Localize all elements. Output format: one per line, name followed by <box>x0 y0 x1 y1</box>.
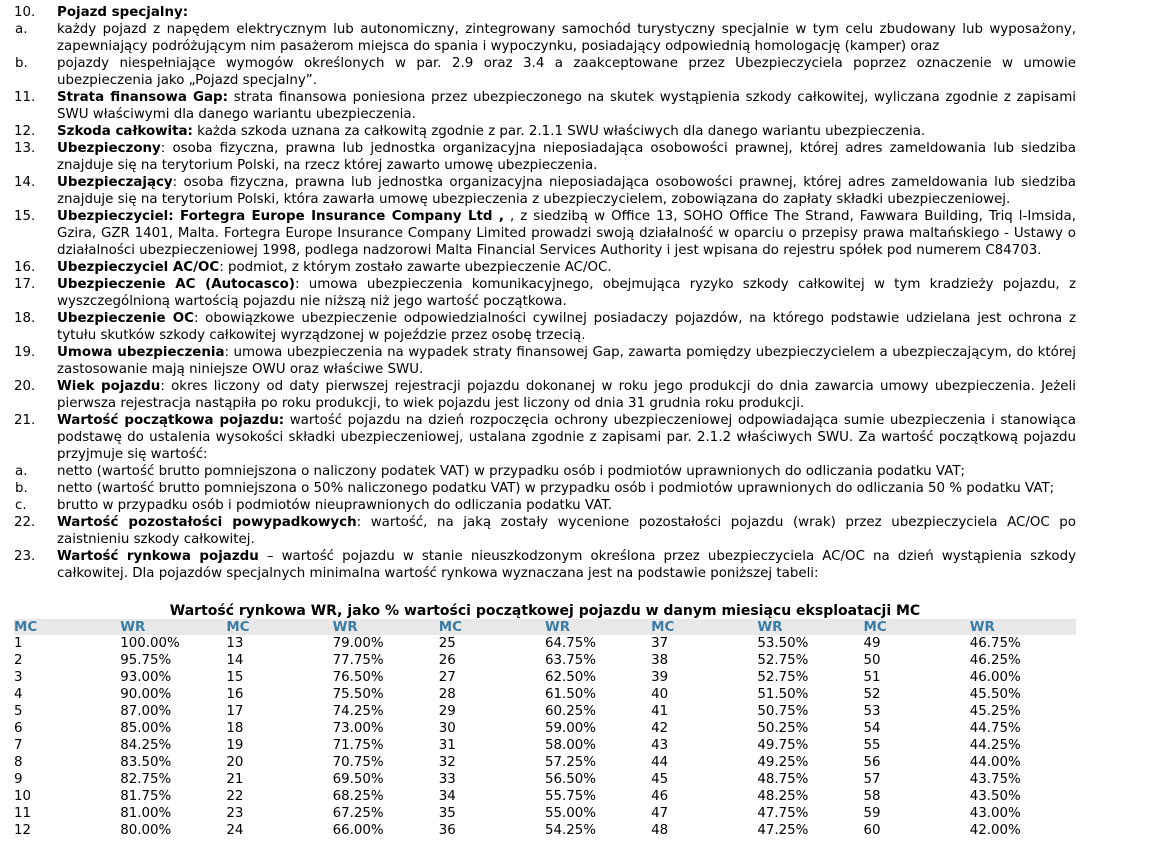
definition-term: Umowa ubezpieczenia <box>57 345 225 360</box>
cell-wr: 47.25% <box>757 823 809 838</box>
definition-number: 22. <box>14 515 36 530</box>
definition-number: 19. <box>14 345 36 360</box>
subitem-text: każdy pojazd z napędem elektrycznym lub autonomiczny, zintegrowany samochód turystyczny specjalnie w tym celu zbudowany lub wyposażony, zapewniający podróżującym nim pasażerom miejsca do spania i wypoczynku, posiadający odpowiednią homologację (kamper) oraz <box>57 22 1076 54</box>
cell-mc: 53 <box>863 704 881 719</box>
definition-text: , z siedzibą w Office 13, SOHO Office The Strand, Fawwara Building, Triq l-Imsida, Gzira, GZR 1401, Malta. Fortegra Europe Insurance Company Limited prowadzi swoją działalność w oparciu o przepisy prawa maltańskiego - Ustawy o działalności ubezpieczeniowej 1998, podlega nadzorowi Malta Financial Services Authority i jest wpisana do rejestru spółek pod numerem C84703. <box>57 209 1076 258</box>
cell-wr: 46.75% <box>969 636 1021 651</box>
cell-wr: 81.00% <box>120 806 172 821</box>
cell-mc: 4 <box>14 687 23 702</box>
cell-wr: 45.25% <box>969 704 1021 719</box>
cell-mc: 32 <box>438 755 456 770</box>
header-mc: MC <box>226 619 332 635</box>
cell-mc: 24 <box>226 823 244 838</box>
cell-mc: 47 <box>651 806 669 821</box>
table-row <box>14 703 1076 720</box>
cell-mc: 34 <box>438 789 456 804</box>
definition-term: Szkoda całkowita: <box>57 124 193 139</box>
cell-mc: 45 <box>651 772 669 787</box>
cell-mc: 11 <box>14 806 32 821</box>
definition-item <box>0 310 1154 344</box>
definition-text: : umowa ubezpieczenia komunikacyjnego, obejmująca ryzyko szkody całkowitej w tym kradzieży pojazdu, z wyszczególnioną wartością pojazdu nie niższą niż jego wartość początkowa. <box>57 277 1076 309</box>
cell-mc: 49 <box>863 636 881 651</box>
cell-mc: 51 <box>863 670 881 685</box>
cell-mc: 18 <box>226 721 244 736</box>
cell-wr: 55.00% <box>544 806 596 821</box>
definition-item <box>0 123 1154 140</box>
definition-term: Wartość początkowa pojazdu: <box>57 413 285 428</box>
table-row <box>14 652 1076 669</box>
cell-wr: 75.50% <box>332 687 384 702</box>
cell-mc: 35 <box>438 806 456 821</box>
cell-wr: 50.75% <box>757 704 809 719</box>
definition-subitem <box>15 21 1076 55</box>
cell-wr: 67.25% <box>332 806 384 821</box>
subitem-label: b. <box>15 481 28 496</box>
cell-wr: 76.50% <box>332 670 384 685</box>
definition-item <box>0 548 1154 582</box>
cell-wr: 50.25% <box>757 721 809 736</box>
cell-wr: 55.75% <box>544 789 596 804</box>
cell-wr: 44.75% <box>969 721 1021 736</box>
table-row <box>14 669 1076 686</box>
cell-mc: 55 <box>863 738 881 753</box>
definition-item <box>0 259 1154 276</box>
cell-mc: 13 <box>226 636 244 651</box>
cell-mc: 43 <box>651 738 669 753</box>
cell-mc: 5 <box>14 704 23 719</box>
subitem-text: brutto w przypadku osób i podmiotów nieuprawnionych do odliczania podatku VAT. <box>57 498 613 513</box>
subitem-label: b. <box>15 56 28 71</box>
definition-number: 10. <box>14 5 36 20</box>
table-header-row <box>14 619 1076 635</box>
cell-wr: 44.00% <box>969 755 1021 770</box>
market-value-table <box>14 619 1076 839</box>
header-wr: WR <box>545 619 651 635</box>
table-row <box>14 686 1076 703</box>
cell-mc: 12 <box>14 823 32 838</box>
cell-mc: 8 <box>14 755 23 770</box>
cell-mc: 9 <box>14 772 23 787</box>
cell-wr: 80.00% <box>120 823 172 838</box>
definition-number: 18. <box>14 311 36 326</box>
cell-mc: 59 <box>863 806 881 821</box>
cell-wr: 49.75% <box>757 738 809 753</box>
cell-wr: 64.75% <box>544 636 596 651</box>
definition-number: 14. <box>14 175 36 190</box>
definition-term: Ubezpieczający <box>57 175 173 190</box>
definition-number: 16. <box>14 260 36 275</box>
definition-number: 11. <box>14 90 36 105</box>
cell-mc: 52 <box>863 687 881 702</box>
cell-wr: 61.50% <box>544 687 596 702</box>
header-mc: MC <box>14 619 120 635</box>
cell-wr: 47.75% <box>757 806 809 821</box>
cell-mc: 40 <box>651 687 669 702</box>
definition-term: Ubezpieczyciel: Fortegra Europe Insurance Company Ltd , <box>57 209 504 224</box>
definition-text: : obowiązkowe ubezpieczenie odpowiedzialności cywilnej posiadaczy pojazdów, na którego podstawie udzielana jest ochrona z tytułu skutków szkody całkowitej wyrządzonej w pojeździe przez osobę trzecią. <box>57 311 1076 343</box>
definition-term: Ubezpieczenie OC <box>57 311 194 326</box>
cell-mc: 26 <box>438 653 456 668</box>
cell-mc: 36 <box>438 823 456 838</box>
cell-wr: 60.25% <box>544 704 596 719</box>
subitem-label: a. <box>15 22 28 37</box>
cell-wr: 62.50% <box>544 670 596 685</box>
cell-mc: 16 <box>226 687 244 702</box>
cell-mc: 25 <box>438 636 456 651</box>
definition-item <box>0 378 1154 412</box>
definition-term: Wartość rynkowa pojazdu <box>57 549 259 564</box>
definition-term: Strata finansowa Gap: <box>57 90 228 105</box>
definition-item <box>0 4 1154 89</box>
cell-wr: 44.25% <box>969 738 1021 753</box>
definition-text: : osoba fizyczna, prawna lub jednostka organizacyjna nieposiadająca osobowości prawnej, której adres zameldowania lub siedziba znajduje się na terytorium Polski, która zawarła umowę ubezpieczenia z ubezpieczycielem, zobowiązana do zapłaty składki ubezpieczeniowej. <box>57 175 1076 207</box>
definition-term: Ubezpieczenie AC (Autocasco) <box>57 277 295 292</box>
cell-mc: 17 <box>226 704 244 719</box>
cell-wr: 63.75% <box>544 653 596 668</box>
cell-mc: 10 <box>14 789 32 804</box>
cell-mc: 7 <box>14 738 23 753</box>
definition-term: Wiek pojazdu <box>57 379 161 394</box>
table-body <box>14 635 1076 839</box>
cell-wr: 93.00% <box>120 670 172 685</box>
header-mc: MC <box>439 619 545 635</box>
cell-mc: 38 <box>651 653 669 668</box>
definition-item <box>0 174 1154 208</box>
definition-number: 13. <box>14 141 36 156</box>
cell-wr: 57.25% <box>544 755 596 770</box>
cell-wr: 87.00% <box>120 704 172 719</box>
cell-wr: 56.50% <box>544 772 596 787</box>
definition-number: 23. <box>14 549 36 564</box>
definition-text: wartość pojazdu na dzień rozpoczęcia ochrony ubezpieczeniowej odpowiadająca sumie ubezpieczenia i stanowiąca podstawę do ustalenia wysokości składki ubezpieczeniowej, ustalana zgodnie z zapisami par. 2.1.2 właściwych SWU. Za wartość początkową pojazdu przyjmuje się wartość: <box>57 413 1076 462</box>
cell-mc: 57 <box>863 772 881 787</box>
cell-mc: 48 <box>651 823 669 838</box>
definition-item <box>0 208 1154 259</box>
cell-mc: 29 <box>438 704 456 719</box>
cell-mc: 2 <box>14 653 23 668</box>
cell-mc: 42 <box>651 721 669 736</box>
cell-mc: 58 <box>863 789 881 804</box>
cell-mc: 19 <box>226 738 244 753</box>
cell-mc: 1 <box>14 636 23 651</box>
cell-mc: 14 <box>226 653 244 668</box>
cell-wr: 51.50% <box>757 687 809 702</box>
cell-mc: 20 <box>226 755 244 770</box>
definition-item <box>0 140 1154 174</box>
definition-text: : umowa ubezpieczenia na wypadek straty finansowej Gap, zawarta pomiędzy ubezpieczycielem a ubezpieczającym, do której zastosowanie mają niniejsze OWU oraz właściwe SWU. <box>57 345 1076 377</box>
cell-mc: 28 <box>438 687 456 702</box>
cell-mc: 15 <box>226 670 244 685</box>
subitem-text: netto (wartość brutto pomniejszona o naliczony podatek VAT) w przypadku osób i podmiotów uprawnionych do odliczania podatku VAT; <box>57 464 966 479</box>
cell-wr: 46.25% <box>969 653 1021 668</box>
cell-wr: 58.00% <box>544 738 596 753</box>
cell-mc: 41 <box>651 704 669 719</box>
cell-wr: 95.75% <box>120 653 172 668</box>
cell-wr: 73.00% <box>332 721 384 736</box>
cell-wr: 59.00% <box>544 721 596 736</box>
cell-wr: 70.75% <box>332 755 384 770</box>
cell-wr: 48.75% <box>757 772 809 787</box>
cell-mc: 3 <box>14 670 23 685</box>
subitem-text: pojazdy niespełniające wymogów określonych w par. 2.9 oraz 3.4 a zaakceptowane przez Ubezpieczyciela poprzez oznaczenie w umowie ubezpieczenia jako „Pojazd specjalny”. <box>57 56 1076 88</box>
cell-wr: 71.75% <box>332 738 384 753</box>
definition-item <box>0 412 1154 514</box>
header-mc: MC <box>864 619 970 635</box>
cell-wr: 54.25% <box>544 823 596 838</box>
definition-text: strata finansowa poniesiona przez ubezpieczonego na skutek wystąpienia szkody całkowitej, wyliczana zgodnie z zapisami SWU właściwymi dla danego wariantu ubezpieczenia. <box>57 90 1076 122</box>
definition-text: : podmiot, z którym zostało zawarte ubezpieczenie AC/OC. <box>219 260 612 275</box>
cell-mc: 56 <box>863 755 881 770</box>
definition-subitem <box>15 480 1076 497</box>
table-row <box>14 822 1076 839</box>
cell-wr: 77.75% <box>332 653 384 668</box>
definition-term: Pojazd specjalny: <box>57 5 189 20</box>
cell-wr: 84.25% <box>120 738 172 753</box>
cell-mc: 39 <box>651 670 669 685</box>
cell-wr: 68.25% <box>332 789 384 804</box>
definition-number: 17. <box>14 277 36 292</box>
cell-mc: 22 <box>226 789 244 804</box>
subitem-label: c. <box>15 498 27 513</box>
definition-text: : wartość, na jaką zostały wycenione pozostałości pojazdu (wrak) przez ubezpieczyciela AC/OC po zaistnieniu szkody całkowitej. <box>57 515 1076 547</box>
table-title: Wartość rynkowa WR, jako % wartości początkowej pojazdu w danym miesiącu eksploatacji MC <box>169 603 921 619</box>
cell-mc: 31 <box>438 738 456 753</box>
header-wr: WR <box>970 619 1076 635</box>
table-row <box>14 754 1076 771</box>
definition-term: Wartość pozostałości powypadkowych <box>57 515 357 530</box>
cell-wr: 79.00% <box>332 636 384 651</box>
table-row <box>14 788 1076 805</box>
cell-mc: 6 <box>14 721 23 736</box>
cell-wr: 53.50% <box>757 636 809 651</box>
cell-wr: 43.50% <box>969 789 1021 804</box>
definition-number: 15. <box>14 209 36 224</box>
cell-wr: 100.00% <box>120 636 180 651</box>
cell-wr: 82.75% <box>120 772 172 787</box>
cell-wr: 52.75% <box>757 653 809 668</box>
cell-wr: 69.50% <box>332 772 384 787</box>
cell-wr: 43.00% <box>969 806 1021 821</box>
definition-number: 21. <box>14 413 36 428</box>
table-row <box>14 805 1076 822</box>
definition-item <box>0 514 1154 548</box>
definition-text: : okres liczony od daty pierwszej rejestracji pojazdu dokonanej w roku jego produkcji do dnia zawarcia umowy ubezpieczenia. Jeżeli pierwsza rejestracja nastąpiła po roku produkcji, to wiek pojazdu jest liczony od dnia 31 grudnia roku produkcji. <box>57 379 1076 411</box>
table-row <box>14 720 1076 737</box>
cell-wr: 90.00% <box>120 687 172 702</box>
cell-wr: 83.50% <box>120 755 172 770</box>
subitem-label: a. <box>15 464 28 479</box>
table-row <box>14 635 1076 652</box>
definition-subitem <box>15 497 1076 514</box>
header-wr: WR <box>120 619 226 635</box>
definition-number: 12. <box>14 124 36 139</box>
cell-mc: 44 <box>651 755 669 770</box>
subitem-text: netto (wartość brutto pomniejszona o 50% naliczonego podatku VAT) w przypadku osób i podmiotów uprawnionych do odliczania 50 % podatku VAT; <box>57 481 1055 496</box>
cell-mc: 33 <box>438 772 456 787</box>
cell-wr: 52.75% <box>757 670 809 685</box>
cell-wr: 66.00% <box>332 823 384 838</box>
definition-term: Ubezpieczyciel AC/OC <box>57 260 220 275</box>
cell-mc: 60 <box>863 823 881 838</box>
cell-wr: 43.75% <box>969 772 1021 787</box>
header-mc: MC <box>651 619 757 635</box>
cell-mc: 27 <box>438 670 456 685</box>
table-row <box>14 737 1076 754</box>
definition-subitem <box>15 463 1076 480</box>
cell-mc: 21 <box>226 772 244 787</box>
table-row <box>14 771 1076 788</box>
cell-wr: 74.25% <box>332 704 384 719</box>
definitions-list <box>0 4 1154 582</box>
cell-wr: 49.25% <box>757 755 809 770</box>
definition-term: Ubezpieczony <box>57 141 161 156</box>
definition-text: – wartość pojazdu w stanie nieuszkodzonym określona przez ubezpieczyciela AC/OC na dzień wystąpienia szkody całkowitej. Dla pojazdów specjalnych minimalna wartość rynkowa wyznaczana jest na podstawie poniższej tabeli: <box>57 549 1076 581</box>
cell-mc: 23 <box>226 806 244 821</box>
definition-text: każda szkoda uznana za całkowitą zgodnie z par. 2.1.1 SWU właściwych dla danego wariantu ubezpieczenia. <box>192 124 926 139</box>
cell-mc: 30 <box>438 721 456 736</box>
definition-number: 20. <box>14 379 36 394</box>
cell-mc: 37 <box>651 636 669 651</box>
definition-subitem <box>15 55 1076 89</box>
cell-wr: 46.00% <box>969 670 1021 685</box>
cell-mc: 54 <box>863 721 881 736</box>
header-wr: WR <box>333 619 439 635</box>
cell-wr: 42.00% <box>969 823 1021 838</box>
cell-wr: 81.75% <box>120 789 172 804</box>
cell-wr: 85.00% <box>120 721 172 736</box>
header-wr: WR <box>757 619 863 635</box>
definition-item <box>0 89 1154 123</box>
definition-item <box>0 344 1154 378</box>
definition-text: : osoba fizyczna, prawna lub jednostka organizacyjna nieposiadająca osobowości prawnej, której adres zameldowania lub siedziba znajduje się na terytorium Polski, na rzecz której zawarto umowę ubezpieczenia. <box>57 141 1076 173</box>
cell-mc: 50 <box>863 653 881 668</box>
cell-mc: 46 <box>651 789 669 804</box>
cell-wr: 48.25% <box>757 789 809 804</box>
cell-wr: 45.50% <box>969 687 1021 702</box>
definition-item <box>0 276 1154 310</box>
